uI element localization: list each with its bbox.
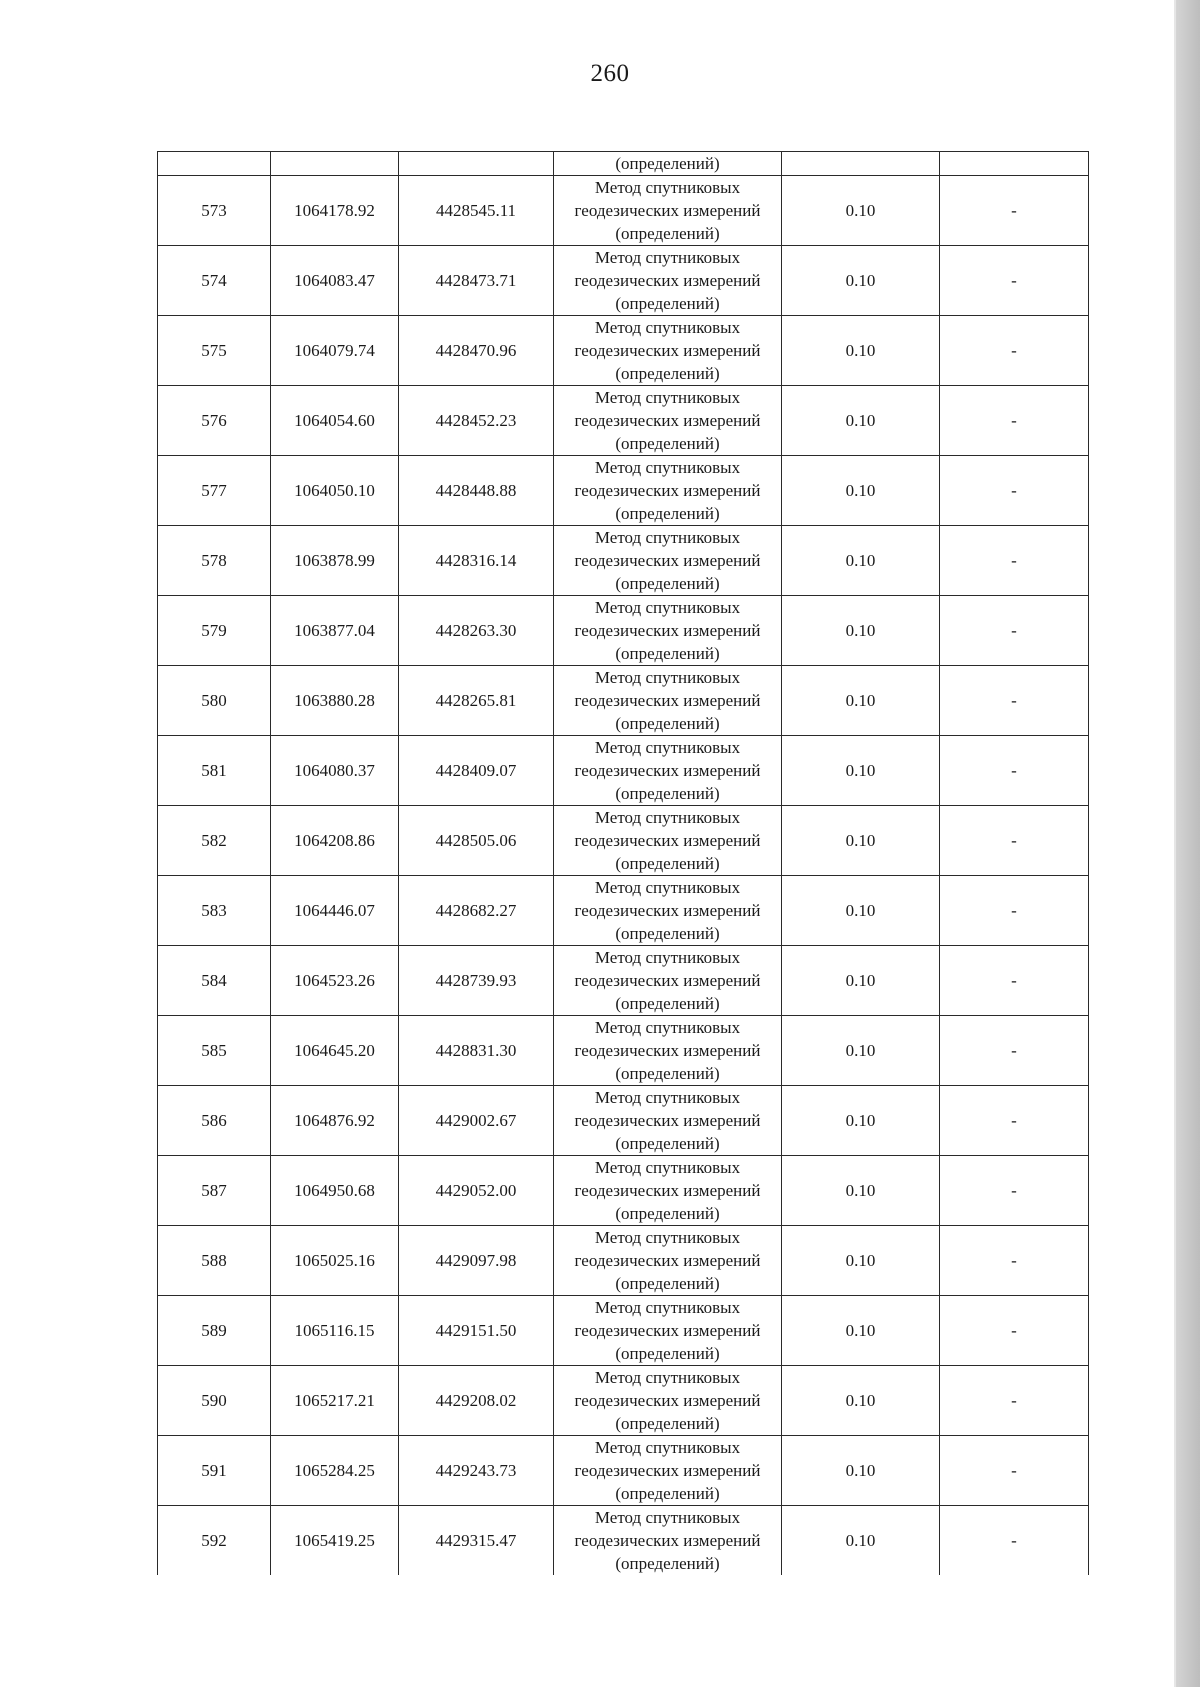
table-row — [158, 946, 1089, 1016]
cell-accuracy — [782, 152, 940, 176]
cell-note: - — [940, 806, 1089, 876]
cell-note — [940, 152, 1089, 176]
cell-note: - — [940, 176, 1089, 246]
table-row — [158, 596, 1089, 666]
cell-method: Метод спутниковых геодезических измерений (определений) — [554, 386, 782, 456]
cell-method: (определений) — [554, 152, 782, 176]
cell-accuracy: 0.10 — [782, 1086, 940, 1156]
cell-y-coordinate: 4428448.88 — [399, 456, 554, 526]
cell-y-coordinate: 4429315.47 — [399, 1506, 554, 1576]
cell-accuracy: 0.10 — [782, 1436, 940, 1506]
cell-accuracy: 0.10 — [782, 386, 940, 456]
cell-point-number: 575 — [158, 316, 271, 386]
cell-method: Метод спутниковых геодезических измерений (определений) — [554, 806, 782, 876]
cell-note: - — [940, 1506, 1089, 1576]
cell-method: Метод спутниковых геодезических измерений (определений) — [554, 316, 782, 386]
cell-x-coordinate: 1065419.25 — [271, 1506, 399, 1576]
cell-note: - — [940, 1366, 1089, 1436]
cell-y-coordinate: 4428409.07 — [399, 736, 554, 806]
cell-accuracy: 0.10 — [782, 596, 940, 666]
table-row — [158, 1436, 1089, 1506]
cell-method: Метод спутниковых геодезических измерений (определений) — [554, 596, 782, 666]
cell-point-number: 586 — [158, 1086, 271, 1156]
cell-point-number: 580 — [158, 666, 271, 736]
cell-x-coordinate: 1064645.20 — [271, 1016, 399, 1086]
cell-point-number: 579 — [158, 596, 271, 666]
cell-x-coordinate — [271, 152, 399, 176]
table-row — [158, 526, 1089, 596]
cell-method: Метод спутниковых геодезических измерений (определений) — [554, 526, 782, 596]
cell-x-coordinate: 1063880.28 — [271, 666, 399, 736]
cell-x-coordinate: 1064054.60 — [271, 386, 399, 456]
cell-y-coordinate: 4428739.93 — [399, 946, 554, 1016]
cell-x-coordinate: 1064080.37 — [271, 736, 399, 806]
cell-note: - — [940, 666, 1089, 736]
cell-accuracy: 0.10 — [782, 1366, 940, 1436]
cell-accuracy: 0.10 — [782, 736, 940, 806]
cell-method: Метод спутниковых геодезических измерений (определений) — [554, 1226, 782, 1296]
cell-y-coordinate: 4428316.14 — [399, 526, 554, 596]
cell-note: - — [940, 1296, 1089, 1366]
cell-accuracy: 0.10 — [782, 1226, 940, 1296]
cell-y-coordinate: 4429097.98 — [399, 1226, 554, 1296]
coordinates-table-body — [158, 152, 1089, 1576]
page-number: 260 — [590, 60, 630, 87]
cell-note: - — [940, 316, 1089, 386]
cell-x-coordinate: 1064083.47 — [271, 246, 399, 316]
cell-method: Метод спутниковых геодезических измерений (определений) — [554, 1156, 782, 1226]
cell-y-coordinate: 4429052.00 — [399, 1156, 554, 1226]
cell-x-coordinate: 1065217.21 — [271, 1366, 399, 1436]
cell-note: - — [940, 736, 1089, 806]
cell-method: Метод спутниковых геодезических измерений (определений) — [554, 456, 782, 526]
cell-method: Метод спутниковых геодезических измерений (определений) — [554, 1436, 782, 1506]
cell-point-number: 585 — [158, 1016, 271, 1086]
cell-note: - — [940, 1156, 1089, 1226]
table-row — [158, 1086, 1089, 1156]
cell-method: Метод спутниковых геодезических измерений (определений) — [554, 1086, 782, 1156]
cell-y-coordinate: 4428505.06 — [399, 806, 554, 876]
cell-method: Метод спутниковых геодезических измерений (определений) — [554, 176, 782, 246]
cell-accuracy: 0.10 — [782, 1296, 940, 1366]
cell-note: - — [940, 946, 1089, 1016]
cell-y-coordinate: 4428831.30 — [399, 1016, 554, 1086]
cell-point-number: 581 — [158, 736, 271, 806]
cell-x-coordinate: 1065025.16 — [271, 1226, 399, 1296]
cell-method: Метод спутниковых геодезических измерений (определений) — [554, 946, 782, 1016]
cell-accuracy: 0.10 — [782, 246, 940, 316]
cell-y-coordinate: 4429243.73 — [399, 1436, 554, 1506]
cell-note: - — [940, 526, 1089, 596]
cell-method: Метод спутниковых геодезических измерений (определений) — [554, 876, 782, 946]
cell-y-coordinate: 4428470.96 — [399, 316, 554, 386]
cell-method: Метод спутниковых геодезических измерений (определений) — [554, 1366, 782, 1436]
cell-y-coordinate: 4428265.81 — [399, 666, 554, 736]
cell-point-number: 583 — [158, 876, 271, 946]
scan-side-strip — [1176, 0, 1200, 1687]
cell-point-number: 578 — [158, 526, 271, 596]
cell-method: Метод спутниковых геодезических измерений (определений) — [554, 1016, 782, 1086]
cell-note: - — [940, 596, 1089, 666]
cell-point-number: 582 — [158, 806, 271, 876]
cell-method: Метод спутниковых геодезических измерений (определений) — [554, 736, 782, 806]
cell-accuracy: 0.10 — [782, 876, 940, 946]
table-row — [158, 1506, 1089, 1576]
cell-note: - — [940, 1436, 1089, 1506]
cell-method: Метод спутниковых геодезических измерений (определений) — [554, 1506, 782, 1576]
cell-note: - — [940, 456, 1089, 526]
cell-method: Метод спутниковых геодезических измерений (определений) — [554, 666, 782, 736]
table-row — [158, 1366, 1089, 1436]
cell-x-coordinate: 1064950.68 — [271, 1156, 399, 1226]
cell-x-coordinate: 1064178.92 — [271, 176, 399, 246]
cell-point-number: 577 — [158, 456, 271, 526]
cell-note: - — [940, 1226, 1089, 1296]
cell-note: - — [940, 1016, 1089, 1086]
cell-accuracy: 0.10 — [782, 806, 940, 876]
cell-accuracy: 0.10 — [782, 526, 940, 596]
table-row — [158, 876, 1089, 946]
table-row — [158, 176, 1089, 246]
cell-note: - — [940, 246, 1089, 316]
table-row — [158, 386, 1089, 456]
cell-x-coordinate: 1063878.99 — [271, 526, 399, 596]
cell-note: - — [940, 1086, 1089, 1156]
table-row — [158, 1296, 1089, 1366]
cell-y-coordinate — [399, 152, 554, 176]
cell-x-coordinate: 1064876.92 — [271, 1086, 399, 1156]
cell-accuracy: 0.10 — [782, 1016, 940, 1086]
cell-y-coordinate: 4429208.02 — [399, 1366, 554, 1436]
cell-point-number: 584 — [158, 946, 271, 1016]
table-row — [158, 1156, 1089, 1226]
table-row — [158, 1226, 1089, 1296]
cell-accuracy: 0.10 — [782, 176, 940, 246]
cell-x-coordinate: 1063877.04 — [271, 596, 399, 666]
cell-y-coordinate: 4428682.27 — [399, 876, 554, 946]
cell-x-coordinate: 1064208.86 — [271, 806, 399, 876]
cell-note: - — [940, 386, 1089, 456]
coordinates-table — [157, 151, 1089, 1575]
cell-x-coordinate: 1064050.10 — [271, 456, 399, 526]
cell-y-coordinate: 4428473.71 — [399, 246, 554, 316]
cell-point-number: 590 — [158, 1366, 271, 1436]
cell-accuracy: 0.10 — [782, 946, 940, 1016]
cell-point-number: 589 — [158, 1296, 271, 1366]
cell-point-number — [158, 152, 271, 176]
cell-x-coordinate: 1064446.07 — [271, 876, 399, 946]
cell-point-number: 592 — [158, 1506, 271, 1576]
cell-accuracy: 0.10 — [782, 456, 940, 526]
table-row — [158, 736, 1089, 806]
table-row — [158, 246, 1089, 316]
table-row — [158, 1016, 1089, 1086]
cell-point-number: 587 — [158, 1156, 271, 1226]
cell-y-coordinate: 4428263.30 — [399, 596, 554, 666]
cell-x-coordinate: 1064079.74 — [271, 316, 399, 386]
cell-y-coordinate: 4429151.50 — [399, 1296, 554, 1366]
cell-method: Метод спутниковых геодезических измерений (определений) — [554, 1296, 782, 1366]
cell-x-coordinate: 1065116.15 — [271, 1296, 399, 1366]
table-row — [158, 316, 1089, 386]
cell-point-number: 574 — [158, 246, 271, 316]
cell-accuracy: 0.10 — [782, 316, 940, 386]
cell-accuracy: 0.10 — [782, 666, 940, 736]
cell-x-coordinate: 1065284.25 — [271, 1436, 399, 1506]
cell-y-coordinate: 4429002.67 — [399, 1086, 554, 1156]
cell-point-number: 576 — [158, 386, 271, 456]
cell-y-coordinate: 4428452.23 — [399, 386, 554, 456]
cell-point-number: 588 — [158, 1226, 271, 1296]
cell-x-coordinate: 1064523.26 — [271, 946, 399, 1016]
cell-accuracy: 0.10 — [782, 1506, 940, 1576]
table-row — [158, 666, 1089, 736]
cell-accuracy: 0.10 — [782, 1156, 940, 1226]
table-row — [158, 806, 1089, 876]
continuation-row — [158, 152, 1089, 176]
cell-method: Метод спутниковых геодезических измерений (определений) — [554, 246, 782, 316]
cell-point-number: 591 — [158, 1436, 271, 1506]
cell-y-coordinate: 4428545.11 — [399, 176, 554, 246]
cell-point-number: 573 — [158, 176, 271, 246]
cell-note: - — [940, 876, 1089, 946]
table-row — [158, 456, 1089, 526]
